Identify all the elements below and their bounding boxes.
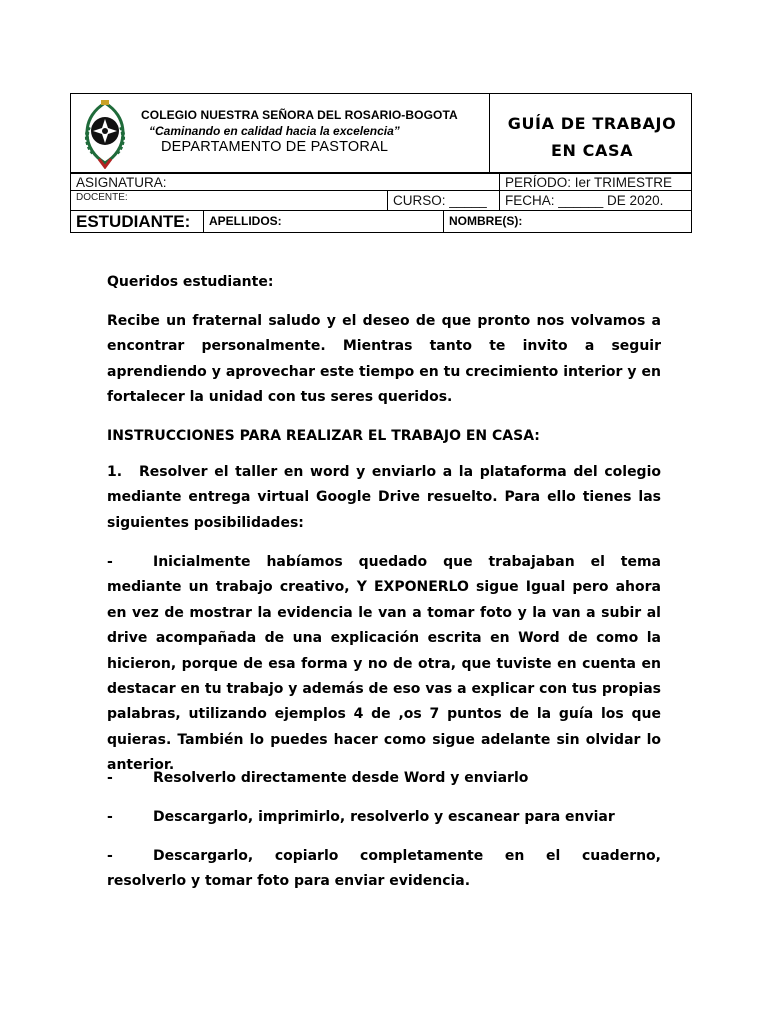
intro-paragraph: Recibe un fraternal saludo y el deseo de que pronto nos volvamos a encontrar personalmente. Mientras tanto te invito a seguir aprendiendo y aprovechar este tiempo en tu crecimiento interior y en fortalecer la unidad con tus seres queridos. (107, 313, 661, 406)
option-3-text: Descargarlo, imprimirlo, resolverlo y escanear para enviar (153, 809, 615, 825)
step-1-text: Resolver el taller en word y enviarlo a la plataforma del colegio mediante entrega virtual Google Drive resuelto. Para ello tienes las siguientes posibilidades: (107, 464, 661, 531)
school-crest-icon (79, 97, 131, 169)
guide-title-line2: EN CASA (550, 141, 634, 160)
option-2-marker: - (107, 770, 113, 786)
student-info-table (70, 173, 692, 233)
guide-title-line1: GUÍA DE TRABAJO (507, 114, 677, 133)
step-1 (107, 460, 661, 536)
step-1-number: 1. (107, 464, 123, 480)
option-2-text: Resolverlo directamente desde Word y enviarlo (153, 770, 529, 786)
option-3-marker: - (107, 809, 113, 825)
instructions-title: INSTRUCCIONES PARA REALIZAR EL TRABAJO EN CASA: (107, 428, 540, 444)
option-1 (107, 550, 661, 779)
option-1-text: Inicialmente habíamos quedado que trabajaban el tema mediante un trabajo creativo, Y EXPONERLO sigue Igual pero ahora en vez de mostrar la evidencia le van a tomar foto y la van a subir al drive acompañada de una explicación escrita en Word de como la hicieron, porque de esa forma y no de otra, que tuviste en cuenta en destacar en tu trabajo y además de eso vas a explicar con tus propias palabras, utilizando ejemplos 4 de ,os 7 puntos de la guía los que quieras. También lo puedes hacer como sigue adelante sin olvidar lo anterior. (107, 554, 661, 774)
option-3 (107, 805, 661, 830)
greeting: Queridos estudiante: (107, 274, 274, 290)
option-4 (107, 844, 661, 895)
option-4-text: Descargarlo, copiarlo completamente en el cuaderno, resolverlo y tomar foto para enviar evidencia. (107, 848, 661, 890)
apellidos-field[interactable]: APELLIDOS: (203, 210, 444, 233)
asignatura-field[interactable]: ASIGNATURA: (70, 173, 500, 191)
nombres-field[interactable]: NOMBRE(S): (443, 210, 692, 233)
periodo-field: PERÍODO: Ier TRIMESTRE (499, 173, 692, 191)
school-name: COLEGIO NUESTRA SEÑORA DEL ROSARIO-BOGOTA (141, 108, 458, 122)
option-1-marker: - (107, 554, 113, 570)
docente-field[interactable]: DOCENTE: (70, 190, 388, 211)
document-header (70, 93, 692, 173)
department-name: DEPARTAMENTO DE PASTORAL (161, 139, 389, 155)
option-4-marker: - (107, 848, 113, 864)
school-motto: “Caminando en calidad hacia la excelencia” (149, 124, 400, 138)
header-divider (489, 94, 490, 172)
option-2 (107, 766, 661, 791)
guide-title (491, 110, 693, 164)
estudiante-label: ESTUDIANTE: (70, 210, 204, 233)
fecha-field[interactable]: FECHA: ______ DE 2020. (499, 190, 692, 211)
curso-field[interactable]: CURSO: _____ (387, 190, 500, 211)
